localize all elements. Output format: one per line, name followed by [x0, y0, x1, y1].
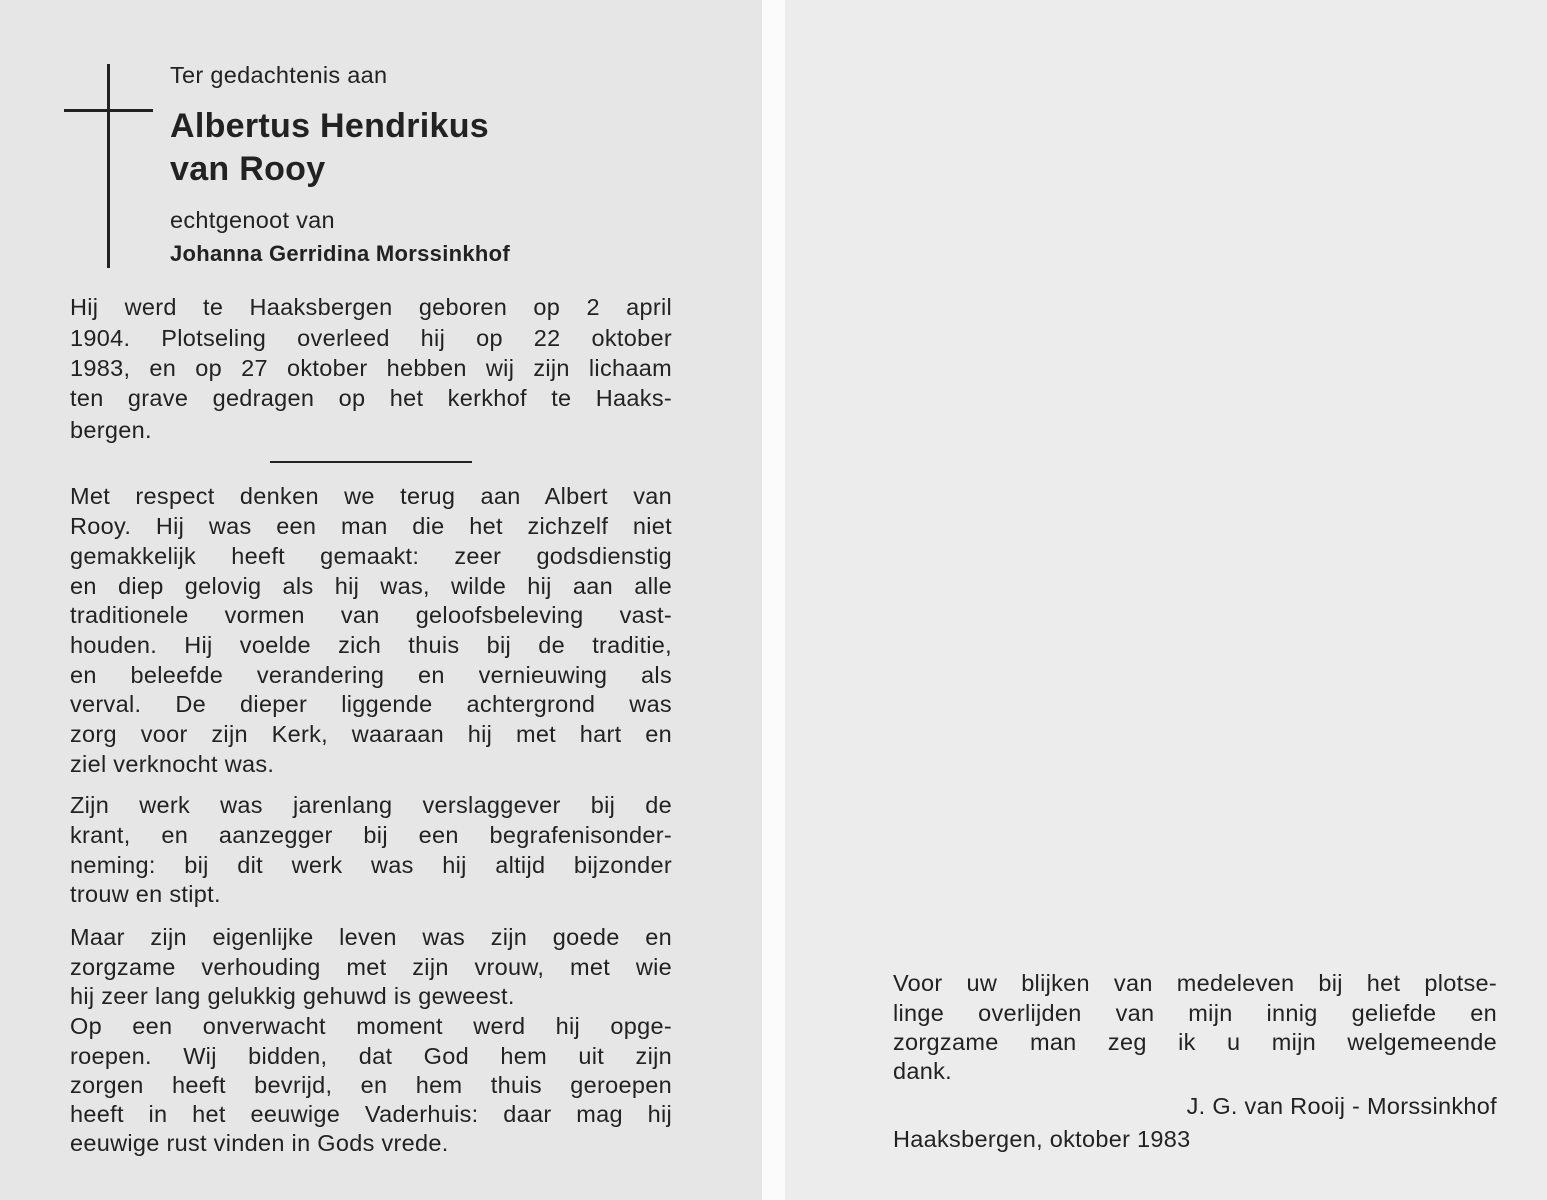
body-line: eeuwige rust vinden in Gods vrede. [70, 1130, 449, 1156]
thanks-line: zorgzame man zeg ik u mijn welgemeende [893, 1029, 1497, 1055]
body-line: trouw en stipt. [70, 881, 221, 907]
body-line: ten grave gedragen op het kerkhof te Haaks- [70, 385, 672, 411]
spouse-name: Johanna Gerridina Morssinkhof [170, 241, 510, 266]
body-line: ziel verknocht was. [70, 751, 275, 777]
body-line: neming: bij dit werk was hij altijd bijzonder [70, 852, 672, 878]
body-line: 1983, en op 27 oktober hebben wij zijn lichaam [70, 355, 672, 381]
body-line: Hij werd te Haaksbergen geboren op 2 april [70, 294, 672, 320]
body-line: heeft in het eeuwige Vaderhuis: daar mag hij [70, 1101, 672, 1127]
divider [270, 461, 472, 463]
body-line: houden. Hij voelde zich thuis bij de traditie, [70, 632, 672, 658]
body-line: verval. De dieper liggende achtergrond was [70, 691, 672, 717]
signature: J. G. van Rooij - Morssinkhof [1186, 1093, 1497, 1119]
body-line: Rooy. Hij was een man die het zichzelf niet [70, 513, 672, 539]
body-line: Op een onverwacht moment werd hij opge- [70, 1013, 672, 1039]
left-page [0, 0, 762, 1200]
body-line: gemakkelijk heeft gemaakt: zeer godsdienstig [70, 543, 672, 569]
cross-vertical [107, 64, 110, 268]
place-date: Haaksbergen, oktober 1983 [893, 1126, 1191, 1152]
cross-horizontal [64, 109, 153, 112]
body-line: traditionele vormen van geloofsbeleving vast- [70, 602, 672, 628]
body-line: bergen. [70, 417, 152, 443]
spouse-label: echtgenoot van [170, 207, 335, 233]
body-line: Maar zijn eigenlijke leven was zijn goede en [70, 924, 672, 950]
body-line: zorg voor zijn Kerk, waaraan hij met hart en [70, 721, 672, 747]
deceased-name-line1: Albertus Hendrikus [170, 107, 490, 145]
body-line: zorgen heeft bevrijd, en hem thuis geroepen [70, 1072, 672, 1098]
deceased-name-line2: van Rooy [170, 150, 326, 188]
body-line: hij zeer lang gelukkig gehuwd is geweest. [70, 983, 515, 1009]
body-line: 1904. Plotseling overleed hij op 22 oktober [70, 325, 672, 351]
thanks-line: linge overlijden van mijn innig geliefde en [893, 1000, 1497, 1026]
body-line: zorgzame verhouding met zijn vrouw, met wie [70, 954, 672, 980]
right-page [785, 0, 1547, 1200]
body-line: Met respect denken we terug aan Albert van [70, 483, 672, 509]
body-line: en diep gelovig als hij was, wilde hij aan alle [70, 573, 672, 599]
body-line: en beleefde verandering en vernieuwing als [70, 662, 672, 688]
body-line: krant, en aanzegger bij een begrafenisonder- [70, 822, 672, 848]
body-line: Zijn werk was jarenlang verslaggever bij de [70, 792, 672, 818]
body-line: roepen. Wij bidden, dat God hem uit zijn [70, 1043, 672, 1069]
thanks-line: Voor uw blijken van medeleven bij het plotse- [893, 970, 1497, 996]
intro-text: Ter gedachtenis aan [170, 62, 388, 88]
thanks-line: dank. [893, 1058, 952, 1084]
